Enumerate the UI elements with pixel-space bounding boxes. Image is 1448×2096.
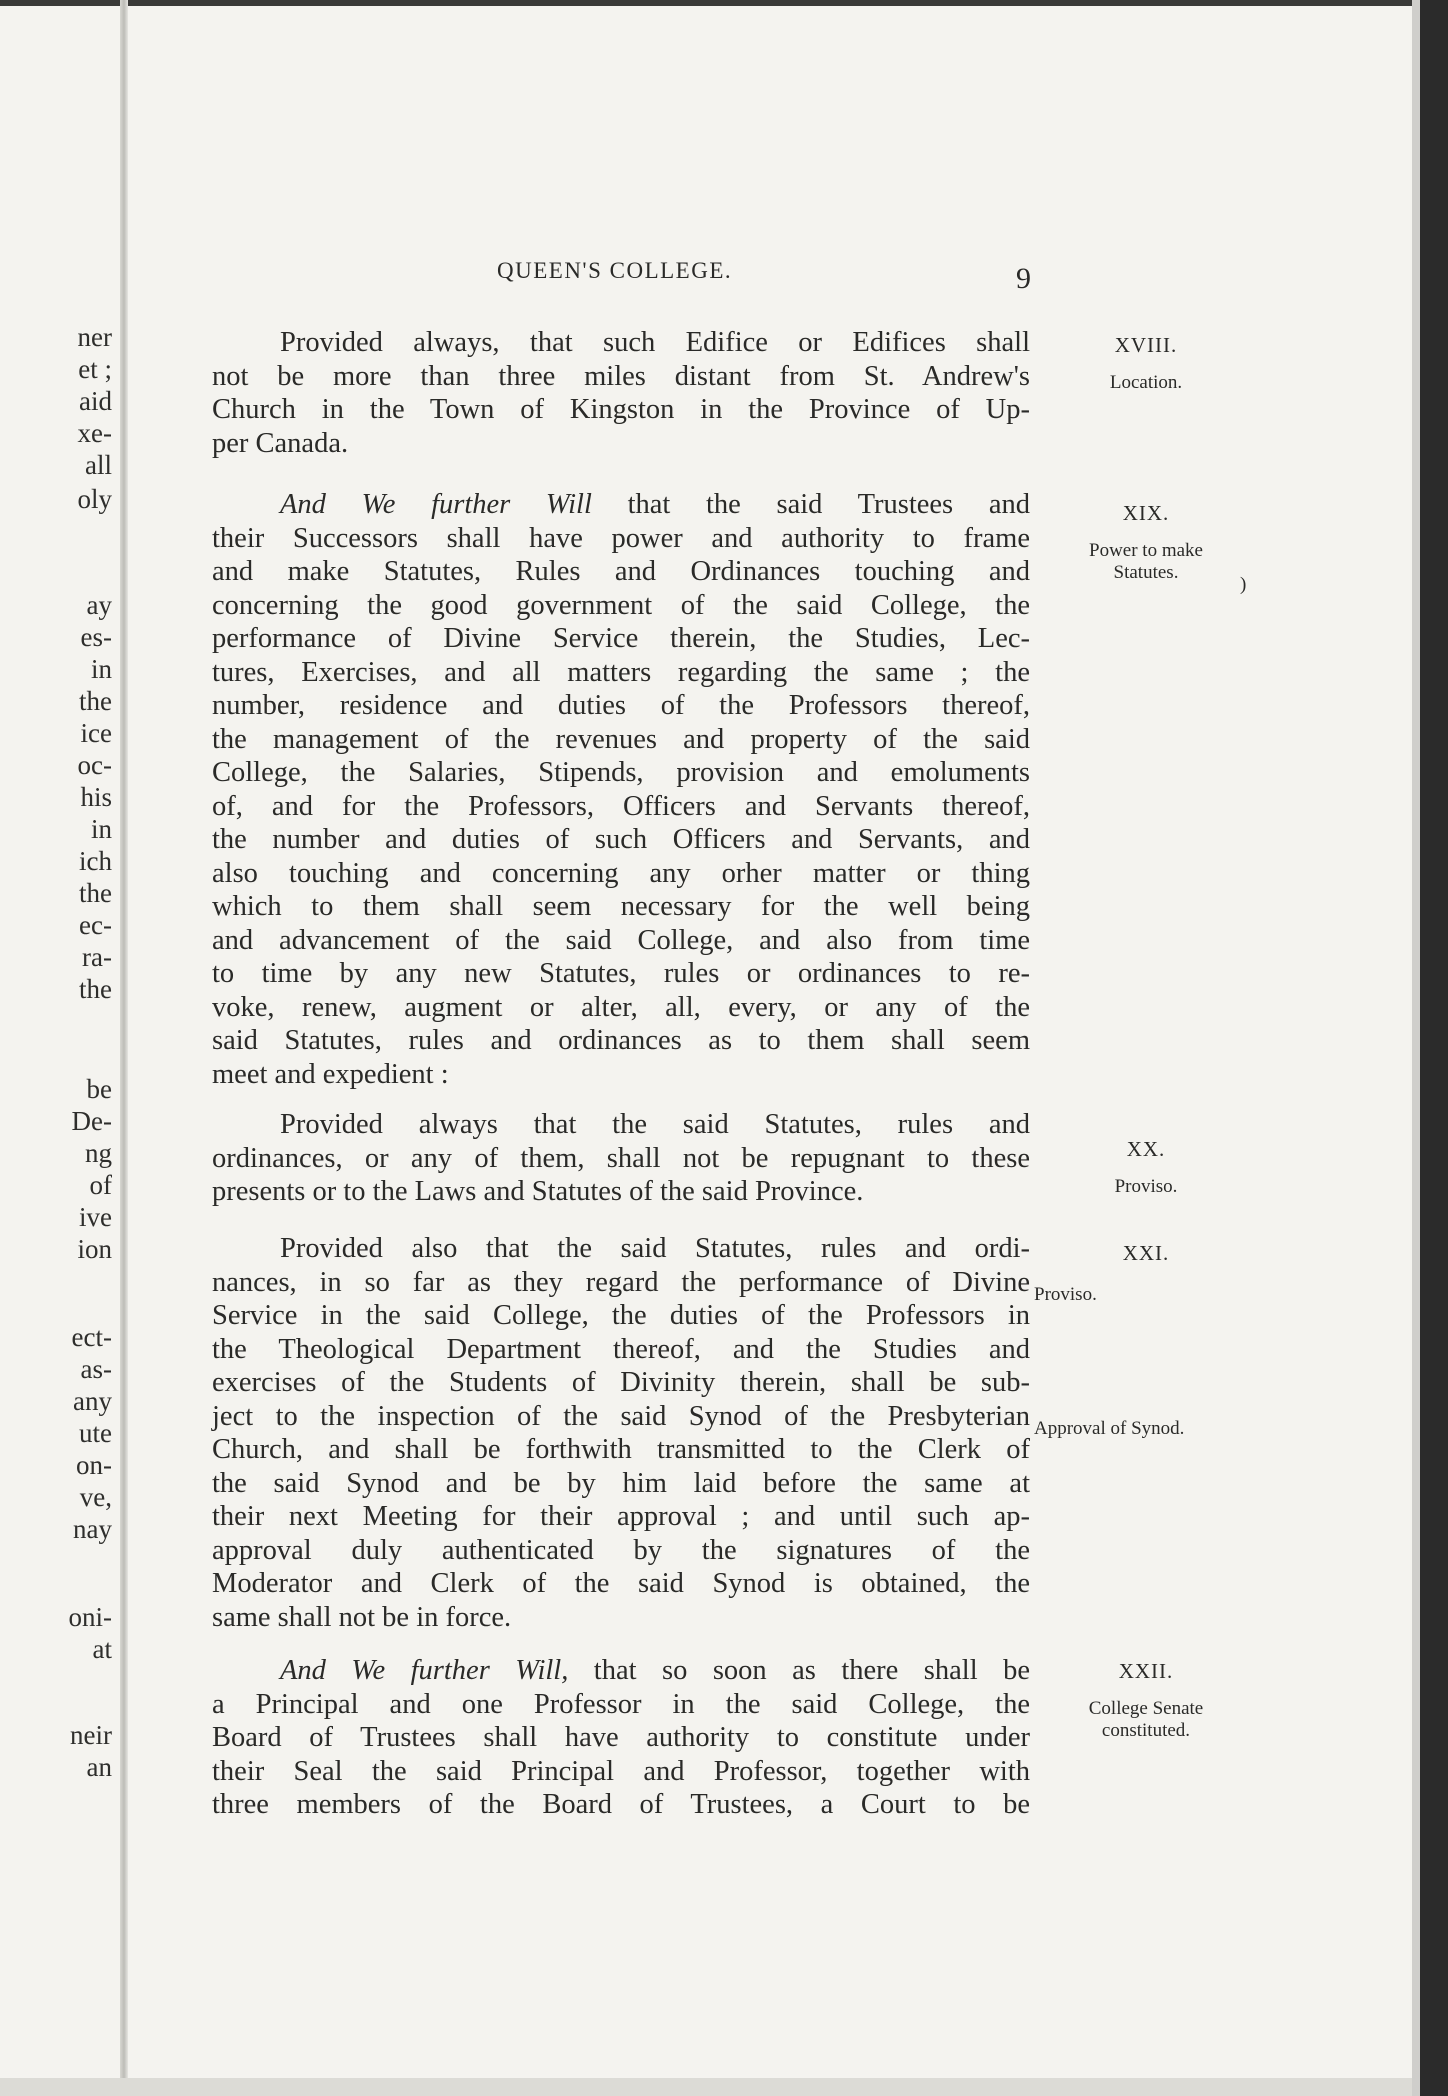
paragraph-xviii (212, 326, 1030, 460)
stray-mark: ) (1240, 574, 1247, 595)
text-line: and advancement of the said College, and also from time (212, 924, 1030, 956)
page-number: 9 (1016, 262, 1031, 295)
text-line: performance of Divine Service therein, the Studies, Lec- (212, 623, 1030, 654)
facing-page-fragment: the (79, 878, 112, 908)
facing-page-fragment: ec- (79, 910, 112, 940)
text-line: the Theological Department thereof, and the Studies and (212, 1333, 1030, 1365)
text-run: that so soon as there shall be (568, 1655, 1030, 1686)
italic-lead: And We further Will (280, 489, 592, 520)
facing-page-fragment: neir (70, 1720, 112, 1750)
text-line: same shall not be in force. (212, 1601, 512, 1633)
facing-page-fragment: as- (80, 1354, 112, 1384)
text-line: Board of Trustees shall have authority to constitute under (212, 1722, 1030, 1753)
facing-page-fragment: ve, (79, 1482, 112, 1512)
facing-page-fragment: ner (77, 322, 112, 352)
facing-page-fragment: ich (79, 846, 112, 876)
facing-page-fragment: es- (80, 622, 112, 652)
margin-note-xxii (1036, 1660, 1256, 1742)
facing-page-fragment: of (89, 1170, 112, 1200)
facing-page-fragment: et ; (78, 354, 112, 384)
section-number: XXI. (1122, 1241, 1170, 1265)
text-line: concerning the good government of the said College, the (212, 589, 1030, 621)
section-number: XX. (1126, 1137, 1166, 1161)
running-header: QUEEN'S COLLEGE. (497, 258, 733, 283)
facing-page-fragment: oly (77, 484, 112, 514)
text-line: their Successors shall have power and authority to frame (212, 522, 1030, 554)
facing-page-fragment: ice (80, 718, 112, 748)
text-line: their Seal the said Principal and Professor, together with (212, 1755, 1030, 1787)
section-caption: Location. (1109, 372, 1183, 393)
text-line: number, residence and duties of the Professors thereof, (212, 690, 1030, 721)
text-line: voke, renew, augment or alter, all, every, or any of the (212, 991, 1030, 1023)
section-number: XIX. (1122, 501, 1170, 525)
facing-page-fragment: ive (79, 1202, 112, 1232)
text-line: approval duly authenticated by the signatures of the (212, 1534, 1030, 1566)
text-line: Provided also that the said Statutes, rules and ordi- (280, 1233, 1030, 1264)
facing-page-fragment: ay (86, 590, 112, 620)
scan-bottom-edge (0, 2078, 1412, 2096)
facing-page-fragment: ute (79, 1418, 112, 1448)
text-line: ject to the inspection of the said Synod of the Presbyterian (212, 1400, 1030, 1432)
section-number: XVIII. (1114, 333, 1178, 357)
facing-page-fragment: in (90, 654, 112, 684)
text-line: exercises of the Students of Divinity therein, shall be sub- (212, 1367, 1030, 1398)
facing-page-fragment: xe- (77, 418, 112, 448)
facing-page-fragment: nay (73, 1514, 112, 1544)
text-line: the said Synod and be by him laid before the same at (212, 1467, 1030, 1499)
text-line: Moderator and Clerk of the said Synod is obtained, the (212, 1568, 1030, 1599)
facing-page-fragment: oc- (77, 750, 112, 780)
paragraph-xix (212, 488, 1030, 1091)
text-line: the number and duties of such Officers and Servants, and (212, 824, 1030, 855)
text-line: meet and expedient : (212, 1058, 449, 1090)
facing-page-fragment: any (73, 1386, 112, 1416)
facing-page-fragment: De- (71, 1106, 112, 1136)
margin-note-xxi (1036, 1242, 1256, 1280)
text-line: of, and for the Professors, Officers and Servants thereof, (212, 790, 1030, 822)
section-number: XXII. (1118, 1659, 1174, 1683)
text-line: Provided always that the said Statutes, rules and (280, 1109, 1030, 1140)
text-line: Service in the said College, the duties of the Professors in (212, 1300, 1030, 1331)
text-line: their next Meeting for their approval ; and until such ap- (212, 1501, 1030, 1532)
section-caption: College Senate constituted. (1088, 1698, 1204, 1741)
text-line: the management of the revenues and property of the said (212, 723, 1030, 755)
text-line: to time by any new Statutes, rules or ordinances to re- (212, 958, 1030, 989)
facing-page-fragment: oni- (68, 1602, 112, 1632)
facing-page-fragment: all (85, 450, 112, 480)
text-line: presents or to the Laws and Statutes of the said Province. (212, 1176, 864, 1207)
italic-lead: And We further Will, (280, 1655, 569, 1686)
text-line: Provided always, that such Edifice or Edifices shall (280, 327, 1030, 358)
facing-page-fragment: at (92, 1634, 112, 1664)
text-line: which to them shall seem necessary for the well being (212, 891, 1030, 922)
text-line: a Principal and one Professor in the said College, the (212, 1688, 1030, 1720)
text-line (212, 1654, 1030, 1688)
margin-note-xix (1036, 502, 1256, 584)
section-caption: Proviso. (1034, 1284, 1097, 1305)
margin-note-xviii (1036, 334, 1256, 394)
text-line: said Statutes, rules and ordinances as to them shall seem (212, 1025, 1030, 1056)
text-line (212, 488, 1030, 522)
margin-note-approval: Approval of Synod. (1034, 1418, 1185, 1439)
text-line: not be more than three miles distant from St. Andrew's (212, 360, 1030, 392)
facing-page-fragment: ion (77, 1234, 112, 1264)
facing-page-fragment: be (86, 1074, 112, 1104)
facing-page-fragment: ng (85, 1138, 112, 1168)
scan-right-border (1420, 0, 1448, 2096)
book-gutter (120, 0, 128, 2096)
facing-page-fragment: on- (76, 1450, 112, 1480)
text-line: College, the Salaries, Stipends, provision and emoluments (212, 757, 1030, 788)
text-line: per Canada. (212, 427, 349, 459)
text-line: tures, Exercises, and all matters regarding the same ; the (212, 656, 1030, 688)
facing-page-fragment: an (86, 1752, 112, 1782)
paragraph-xxi (212, 1232, 1030, 1634)
text-line: ordinances, or any of them, shall not be repugnant to these (212, 1142, 1030, 1174)
paragraph-xx (212, 1108, 1030, 1209)
text-line: nances, in so far as they regard the performance of Divine (212, 1266, 1030, 1298)
text-run: that the said Trustees and (591, 489, 1030, 520)
scan-top-edge (0, 0, 1448, 6)
facing-page-fragment: the (79, 686, 112, 716)
text-line: Church, and shall be forthwith transmitted to the Clerk of (212, 1434, 1030, 1465)
page-right-edge (1412, 0, 1420, 2096)
facing-page-fragment: the (79, 974, 112, 1004)
text-line: three members of the Board of Trustees, a Court to be (212, 1789, 1030, 1820)
facing-page-fragment: aid (79, 386, 112, 416)
facing-page-fragment: ra- (82, 942, 112, 972)
section-caption: Power to make Statutes. (1089, 540, 1203, 583)
paragraph-xxii (212, 1654, 1030, 1822)
facing-page-fragments (0, 0, 116, 2096)
text-line: Church in the Town of Kingston in the Province of Up- (212, 394, 1030, 425)
margin-note-xx (1036, 1138, 1256, 1198)
section-caption: Proviso. (1114, 1176, 1178, 1197)
text-line: and make Statutes, Rules and Ordinances touching and (212, 556, 1030, 587)
text-line: also touching and concerning any orher matter or thing (212, 857, 1030, 889)
facing-page-fragment: his (80, 782, 112, 812)
facing-page-fragment: ect- (71, 1322, 112, 1352)
facing-page-fragment: in (90, 814, 112, 844)
